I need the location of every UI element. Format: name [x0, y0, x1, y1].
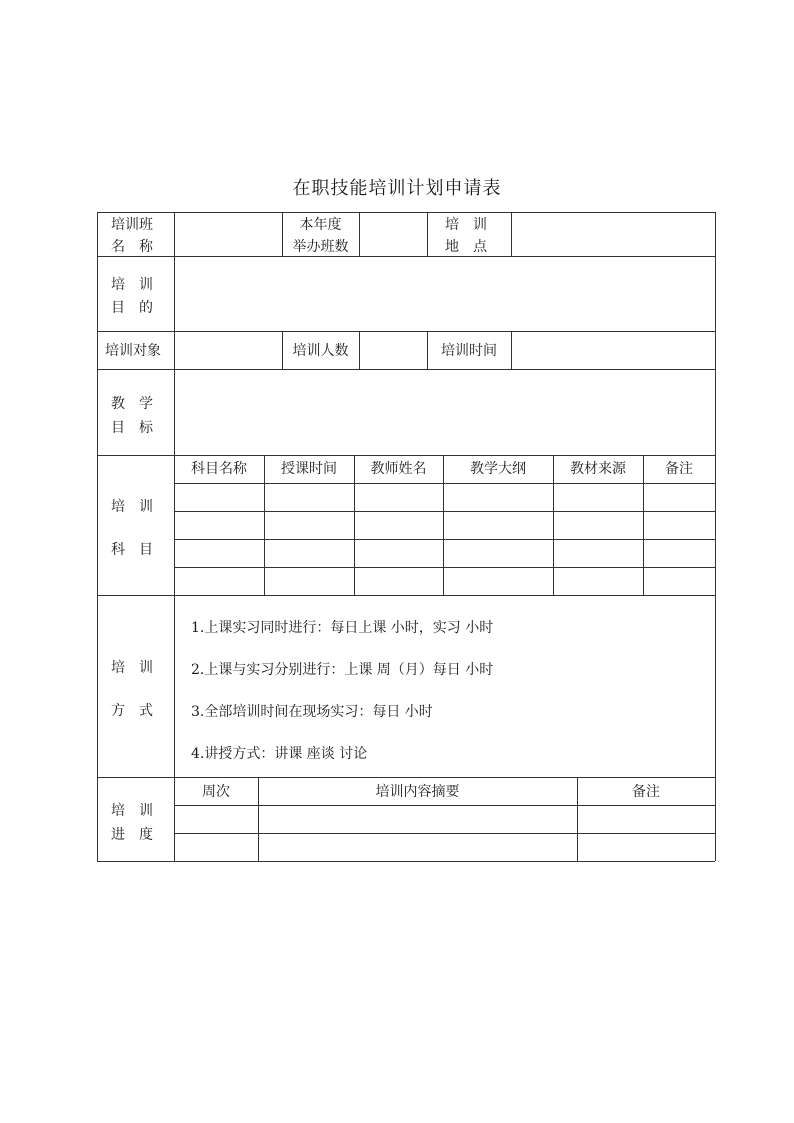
progress-header-remarks: 备注 — [632, 784, 660, 800]
class-name-label-line1: 培训班 — [111, 217, 153, 233]
annual-count-field[interactable] — [360, 213, 426, 255]
subject-header-materials: 教材来源 — [570, 461, 626, 477]
goal-field[interactable] — [175, 370, 714, 454]
rule-row4-bottom — [97, 455, 715, 456]
border-bottom — [97, 861, 715, 862]
subject-header-name: 科目名称 — [191, 461, 247, 477]
target-field[interactable] — [175, 332, 281, 368]
headcount-field[interactable] — [360, 332, 426, 368]
location-field[interactable] — [512, 213, 714, 255]
rule-subjects-bottom — [97, 595, 715, 596]
application-form-table — [97, 212, 715, 861]
goal-label-line1: 教 学 — [111, 396, 153, 412]
subjects-label-line1: 培 训 — [111, 499, 153, 515]
target-label: 培训对象 — [105, 343, 161, 359]
progress-header-content: 培训内容摘要 — [375, 784, 460, 800]
method-option-2[interactable]: 2.上课与实习分别进行：上课 周（月）每日 小时 — [191, 662, 494, 678]
subject-header-remarks: 备注 — [665, 461, 693, 477]
border-left — [97, 212, 98, 861]
progress-rows-area[interactable] — [175, 806, 714, 860]
goal-label-line2: 目 标 — [111, 420, 153, 436]
location-label-line1: 培 训 — [445, 217, 487, 233]
subject-header-time: 授课时间 — [281, 461, 337, 477]
location-label-line2: 地 点 — [445, 239, 487, 255]
class-name-label-line2: 名 称 — [111, 239, 153, 255]
time-field[interactable] — [512, 332, 714, 368]
annual-count-label-line2: 举办班数 — [292, 239, 349, 255]
time-label: 培训时间 — [441, 343, 497, 359]
border-right — [715, 212, 716, 861]
progress-label-line2: 进 度 — [111, 827, 153, 843]
methods-label-line1: 培 训 — [111, 660, 153, 676]
subject-rows-area[interactable] — [175, 484, 714, 594]
headcount-label: 培训人数 — [292, 343, 349, 359]
subject-header-syllabus: 教学大纲 — [470, 461, 526, 477]
subject-header-teacher: 教师姓名 — [370, 461, 427, 477]
purpose-field[interactable] — [175, 257, 714, 330]
form-title: 在职技能培训计划申请表 — [292, 178, 502, 199]
purpose-label-line2: 目 的 — [111, 300, 153, 316]
subjects-label-line2: 科 目 — [111, 542, 153, 558]
method-option-1[interactable]: 1.上课实习同时进行：每日上课 小时，实习 小时 — [191, 620, 494, 636]
rule-row1-c4 — [427, 212, 428, 256]
progress-label-line1: 培 训 — [111, 803, 153, 819]
rule-methods-bottom — [97, 777, 715, 778]
progress-header-week: 周次 — [202, 784, 230, 800]
purpose-label-line1: 培 训 — [111, 277, 153, 293]
methods-label-line2: 方 式 — [111, 703, 153, 719]
method-option-3[interactable]: 3.全部培训时间在现场实习：每日 小时 — [191, 704, 433, 720]
class-name-field[interactable] — [175, 213, 281, 255]
method-option-4[interactable]: 4.讲授方式：讲课 座谈 讨论 — [191, 746, 368, 762]
annual-count-label-line1: 本年度 — [299, 217, 342, 233]
